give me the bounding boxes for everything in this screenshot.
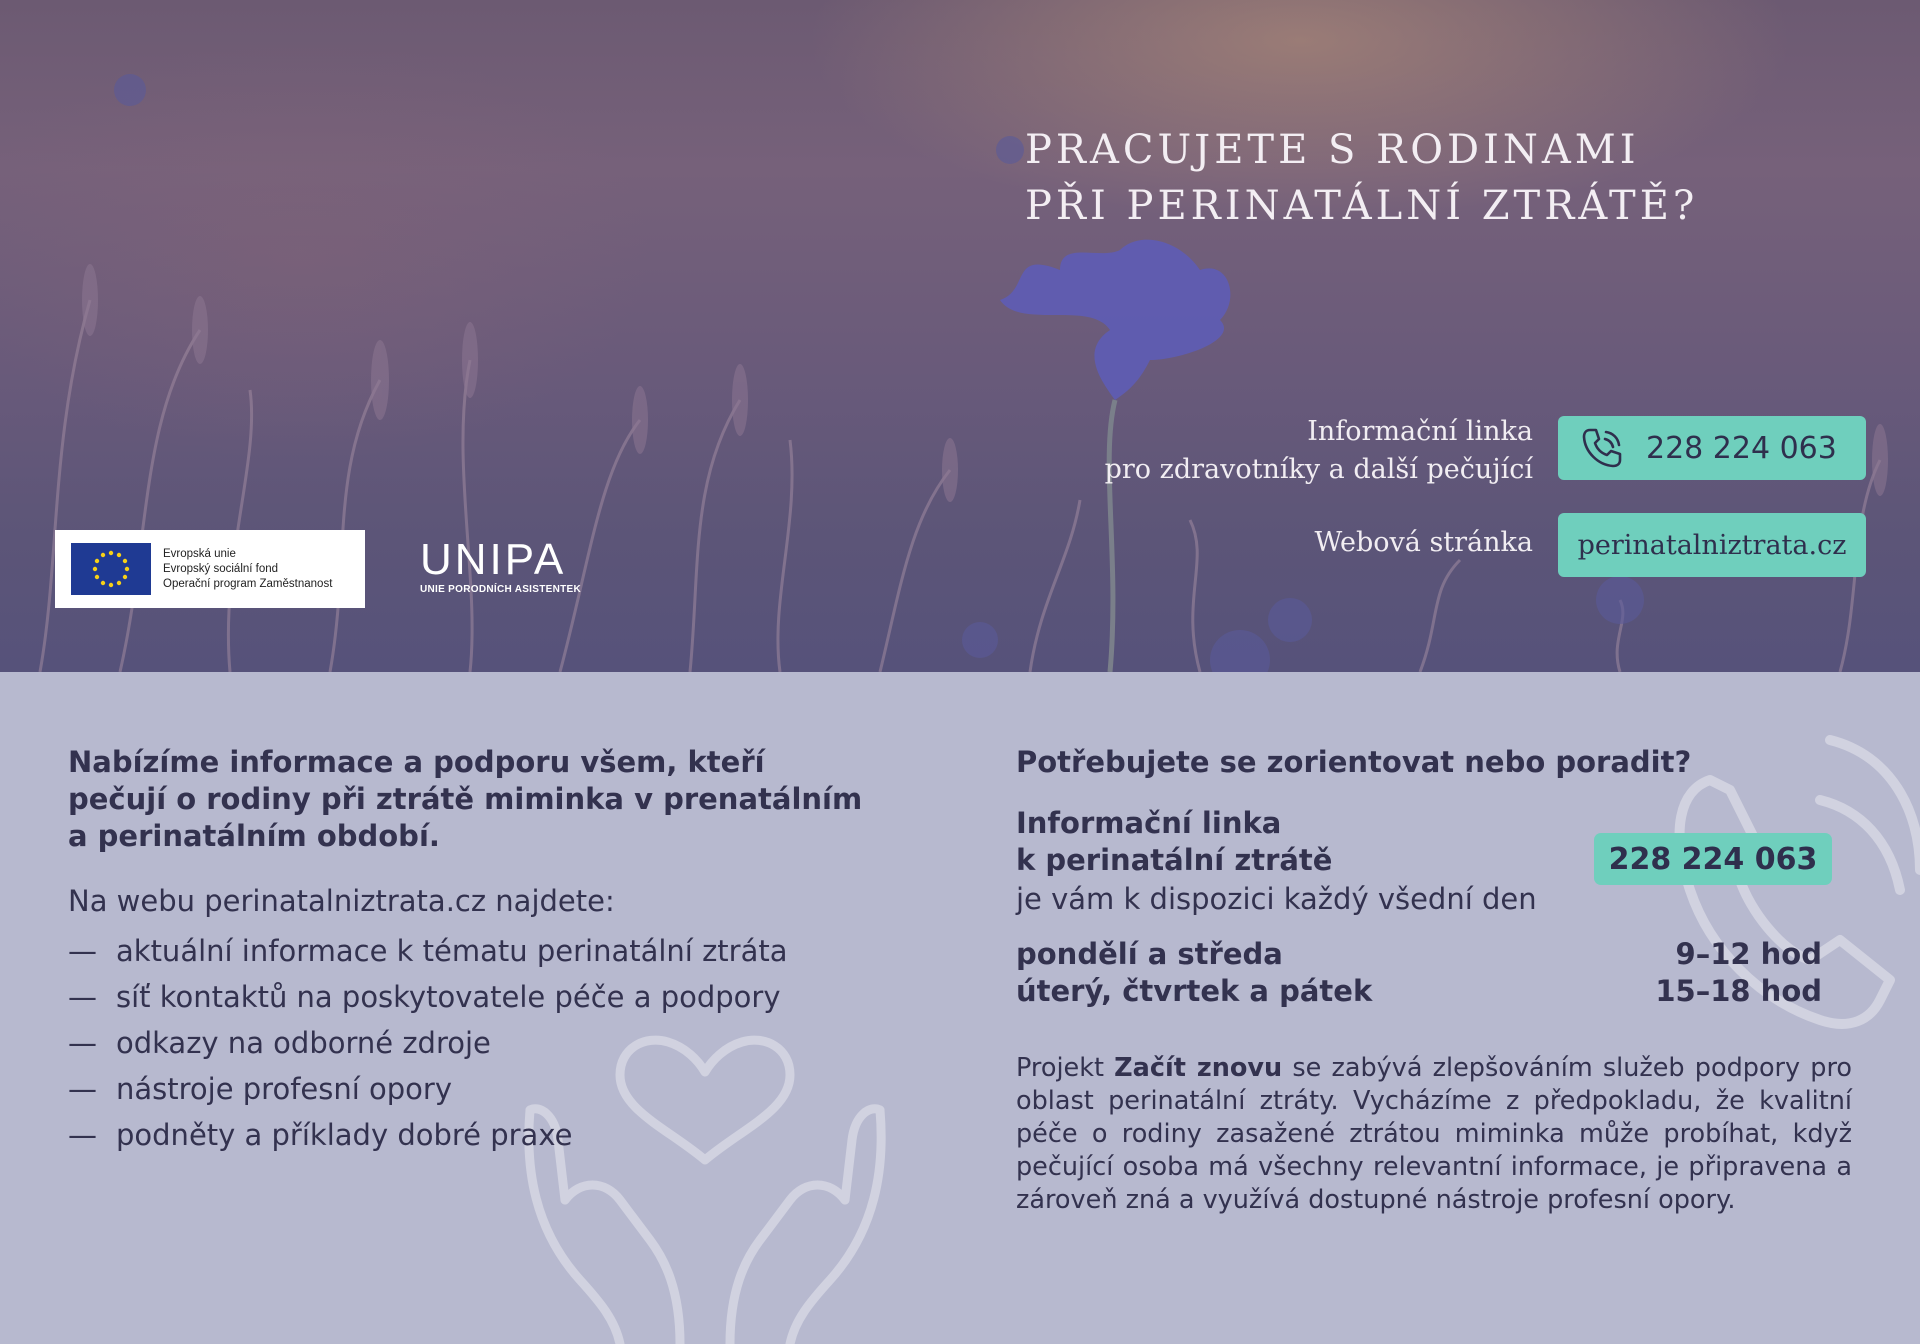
headline (1025, 122, 1698, 234)
phone-number: 228 224 063 (1646, 430, 1837, 466)
hours-days: úterý, čtvrtek a pátek (1016, 974, 1373, 1008)
eu-logo-text (163, 547, 332, 592)
project-pre: Projekt (1016, 1053, 1115, 1083)
unipa-logo (420, 535, 582, 595)
bullet-text: podněty a příklady dobré praxe (116, 1118, 573, 1152)
phone-icon (1576, 422, 1628, 474)
web-label: Webová stránka (1314, 527, 1533, 558)
headline-line-2: PŘI PERINATÁLNÍ ZTRÁTĚ? (1025, 183, 1699, 229)
eu-text-1: Evropská unie (163, 547, 236, 560)
info-line-label-1: Informační linka (1307, 416, 1533, 447)
info-line-block (1016, 805, 1852, 879)
hours-row (1016, 973, 1822, 1010)
info-line-number[interactable]: 228 224 063 (1594, 833, 1832, 885)
list-item (68, 928, 928, 974)
info-line-label (1105, 413, 1533, 489)
info-line-title-1: Informační linka (1016, 806, 1282, 840)
bullet-list (68, 928, 928, 1158)
project-name: Začít znovu (1114, 1053, 1283, 1083)
headline-line-1: PRACUJETE S RODINAMI (1025, 127, 1640, 173)
web-intro: Na webu perinatalniztrata.cz najdete: (68, 884, 615, 918)
list-item (68, 1066, 928, 1112)
dash-marker: — (68, 1072, 97, 1106)
eu-flag-icon (71, 543, 151, 595)
lead-line-3: a perinatálním období. (68, 819, 440, 853)
left-column (68, 744, 928, 1158)
hours-days: pondělí a středa (1016, 937, 1283, 971)
project-post: se zabývá zlepšováním služeb podpory pro oblast perinatální ztráty. Vycházíme z předpokladu, že kvalitní péče o rodiny zasažené ztrátou miminka může probíhat, když pečující osoba má všechny relevantní informace, je připravena a zároveň zná a využívá dostupné nástroje profesní opory. (1016, 1053, 1852, 1215)
info-line-label-2: pro zdravotníky a další pečující (1104, 454, 1533, 485)
bullet-text: síť kontaktů na poskytovatele péče a podpory (116, 980, 781, 1014)
eu-text-3: Operační program Zaměstnanost (163, 577, 333, 590)
opening-hours (1016, 936, 1822, 1010)
bullet-text: aktuální informace k tématu perinatální ztráta (116, 934, 788, 968)
dash-marker: — (68, 1118, 97, 1152)
phone-number-box[interactable] (1558, 416, 1866, 480)
eu-text-2: Evropský sociální fond (163, 562, 279, 575)
list-item (68, 974, 928, 1020)
eu-logo (55, 530, 365, 608)
unipa-name: UNIPA (420, 535, 567, 584)
hours-row (1016, 936, 1822, 973)
info-line-title-2: k perinatální ztrátě (1016, 843, 1333, 877)
lead-line-2: pečují o rodiny při ztrátě miminka v prenatálním (68, 782, 863, 816)
question-heading: Potřebujete se zorientovat nebo poradit? (1016, 745, 1692, 779)
bullet-text: nástroje profesní opory (116, 1072, 453, 1106)
lead-text (68, 744, 928, 855)
unipa-subtitle: UNIE PORODNÍCH ASISTENTEK (420, 584, 582, 595)
dash-marker: — (68, 934, 97, 968)
right-column (1016, 744, 1852, 1217)
availability-text: je vám k dispozici každý všední den (1016, 882, 1537, 916)
list-item (68, 1020, 928, 1066)
lead-line-1: Nabízíme informace a podporu všem, kteří (68, 745, 765, 779)
dash-marker: — (68, 980, 97, 1014)
web-url-box[interactable]: perinatalniztrata.cz (1558, 513, 1866, 577)
list-item (68, 1112, 928, 1158)
hours-time: 15–18 hod (1655, 974, 1822, 1008)
hours-time: 9–12 hod (1675, 937, 1822, 971)
bullet-text: odkazy na odborné zdroje (116, 1026, 491, 1060)
dash-marker: — (68, 1026, 97, 1060)
project-description (1016, 1052, 1852, 1217)
